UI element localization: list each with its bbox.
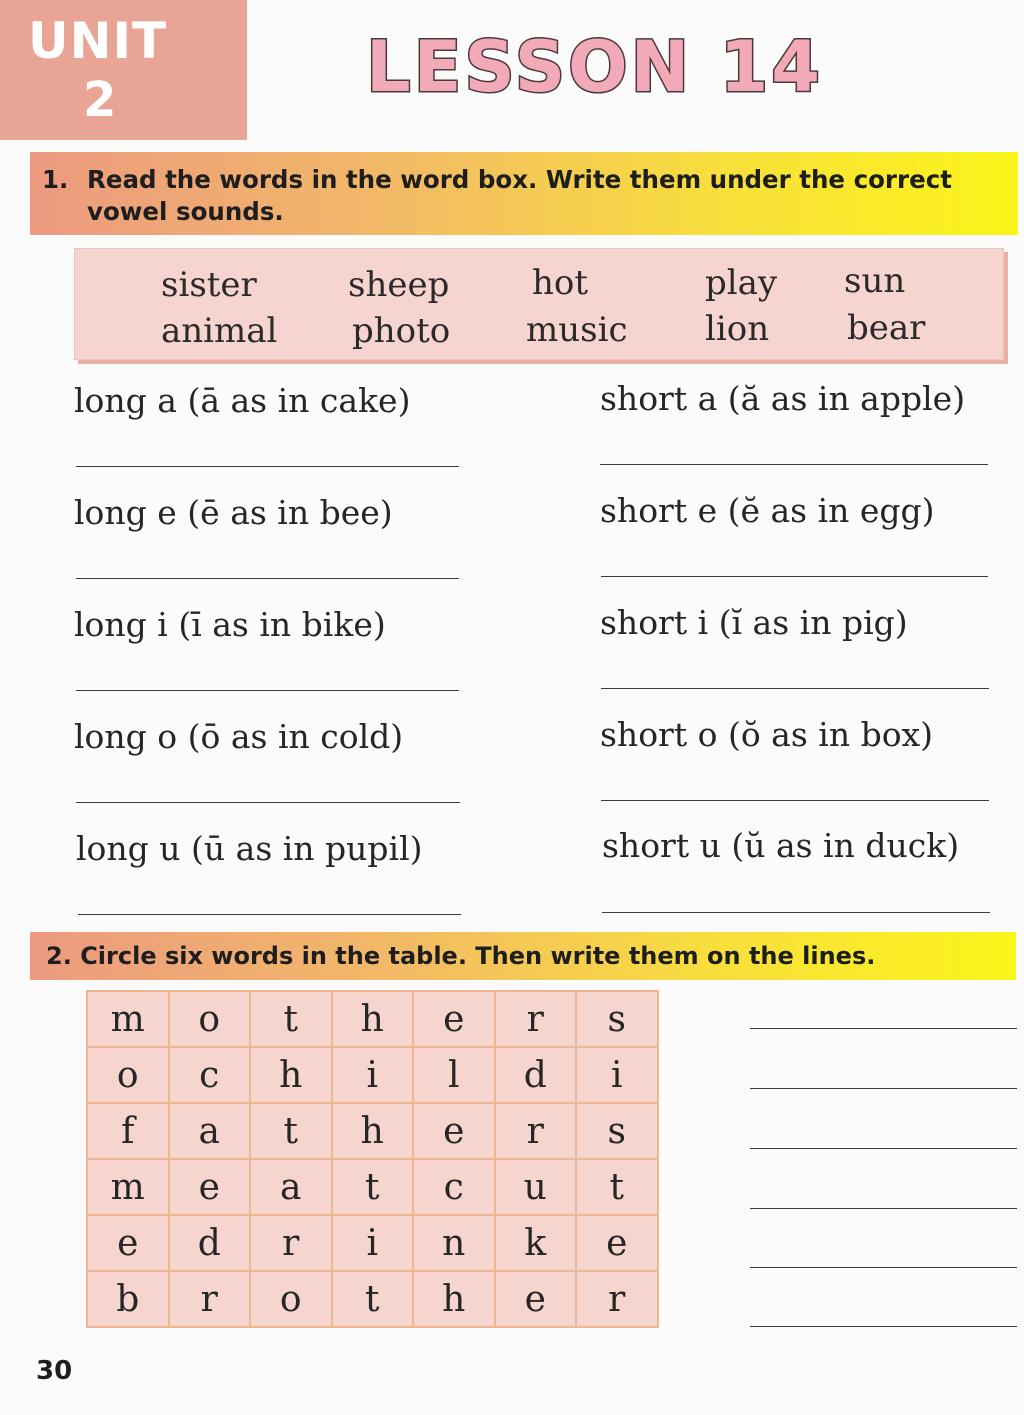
grid-cell[interactable]: e: [413, 991, 495, 1047]
short-u-answer-line[interactable]: [602, 912, 990, 913]
long-a-label: long a (ā as in cake): [74, 381, 411, 420]
grid-cell[interactable]: c: [413, 1159, 495, 1215]
exercise-1-instruction-block: [42, 164, 1002, 228]
long-a-answer-line[interactable]: [76, 466, 459, 467]
grid-cell[interactable]: r: [250, 1215, 332, 1271]
word-box-word: sister: [161, 265, 257, 305]
grid-cell[interactable]: e: [576, 1215, 658, 1271]
long-o-label: long o (ō as in cold): [74, 717, 404, 756]
exercise-2-number: 2.: [46, 942, 72, 970]
short-e-answer-line[interactable]: [601, 576, 988, 577]
word-box-word: play: [705, 263, 778, 303]
exercise-1-number: 1.: [42, 165, 69, 194]
short-i-answer-line[interactable]: [601, 688, 989, 689]
grid-cell[interactable]: s: [576, 1103, 658, 1159]
grid-cell[interactable]: m: [87, 1159, 169, 1215]
grid-cell[interactable]: h: [250, 1047, 332, 1103]
grid-cell[interactable]: h: [413, 1271, 495, 1327]
page-number: 30: [36, 1356, 73, 1386]
grid-cell[interactable]: e: [169, 1159, 251, 1215]
word-box-word: hot: [532, 263, 589, 303]
word-box-word: photo: [352, 311, 451, 351]
grid-cell[interactable]: e: [413, 1103, 495, 1159]
grid-cell[interactable]: c: [169, 1047, 251, 1103]
word-answer-line-5[interactable]: [750, 1267, 1017, 1268]
word-box-word: sun: [844, 261, 906, 301]
grid-cell[interactable]: a: [169, 1103, 251, 1159]
grid-cell[interactable]: m: [87, 991, 169, 1047]
exercise-1-banner: [30, 152, 1018, 235]
word-answer-line-6[interactable]: [750, 1326, 1017, 1327]
word-answer-line-3[interactable]: [750, 1148, 1017, 1149]
grid-cell[interactable]: t: [332, 1159, 414, 1215]
word-answer-line-2[interactable]: [750, 1088, 1017, 1089]
unit-tab: [0, 0, 247, 140]
word-answer-line-4[interactable]: [750, 1208, 1017, 1209]
grid-cell[interactable]: i: [576, 1047, 658, 1103]
grid-cell[interactable]: h: [332, 991, 414, 1047]
grid-cell[interactable]: h: [332, 1103, 414, 1159]
grid-cell[interactable]: l: [413, 1047, 495, 1103]
grid-cell[interactable]: t: [250, 991, 332, 1047]
grid-row: [87, 991, 658, 1047]
grid-cell[interactable]: t: [250, 1103, 332, 1159]
grid-cell[interactable]: k: [495, 1215, 577, 1271]
grid-cell[interactable]: t: [332, 1271, 414, 1327]
grid-cell[interactable]: s: [576, 991, 658, 1047]
exercise-2-instruction-block: [46, 942, 875, 970]
grid-cell[interactable]: r: [576, 1271, 658, 1327]
unit-label: UNIT: [28, 12, 168, 70]
grid-cell[interactable]: o: [250, 1271, 332, 1327]
word-box-word: sheep: [348, 265, 450, 305]
grid-row: [87, 1159, 658, 1215]
grid-row: [87, 1215, 658, 1271]
grid-cell[interactable]: d: [169, 1215, 251, 1271]
word-answer-line-1[interactable]: [750, 1028, 1017, 1029]
grid-row: [87, 1103, 658, 1159]
short-a-label: short a (ă as in apple): [600, 379, 966, 418]
long-e-answer-line[interactable]: [76, 578, 459, 579]
word-box-word: music: [526, 310, 628, 350]
grid-cell[interactable]: u: [495, 1159, 577, 1215]
lesson-title: LESSON 14: [366, 26, 823, 108]
exercise-2-instruction: Circle six words in the table. Then write them on the lines.: [80, 942, 876, 970]
word-box-word: bear: [847, 308, 926, 348]
grid-cell[interactable]: t: [576, 1159, 658, 1215]
long-u-label: long u (ū as in pupil): [76, 829, 423, 868]
short-o-label: short o (ŏ as in box): [600, 715, 934, 754]
long-o-answer-line[interactable]: [76, 802, 460, 803]
short-u-label: short u (ŭ as in duck): [602, 826, 960, 865]
grid-cell[interactable]: r: [495, 1103, 577, 1159]
exercise-2-banner: [30, 932, 1016, 980]
grid-cell[interactable]: i: [332, 1047, 414, 1103]
grid-cell[interactable]: a: [250, 1159, 332, 1215]
long-u-answer-line[interactable]: [78, 914, 461, 915]
grid-cell[interactable]: f: [87, 1103, 169, 1159]
exercise-1-instruction: Read the words in the word box. Write them under the correct vowel sounds.: [87, 165, 952, 226]
grid-cell[interactable]: r: [169, 1271, 251, 1327]
word-box-word: animal: [161, 311, 278, 351]
grid-cell[interactable]: i: [332, 1215, 414, 1271]
unit-number: 2: [83, 72, 117, 128]
grid-cell[interactable]: e: [495, 1271, 577, 1327]
word-search-grid: [86, 990, 659, 1328]
short-a-answer-line[interactable]: [600, 464, 988, 465]
word-box: [74, 248, 1004, 360]
short-i-label: short i (ĭ as in pig): [600, 603, 908, 642]
grid-cell[interactable]: n: [413, 1215, 495, 1271]
long-e-label: long e (ē as in bee): [74, 493, 393, 532]
long-i-answer-line[interactable]: [76, 690, 459, 691]
long-i-label: long i (ī as in bike): [74, 605, 386, 644]
word-box-word: lion: [705, 309, 770, 349]
grid-cell[interactable]: b: [87, 1271, 169, 1327]
grid-cell[interactable]: e: [87, 1215, 169, 1271]
grid-row: [87, 1047, 658, 1103]
grid-row: [87, 1271, 658, 1327]
grid-cell[interactable]: o: [87, 1047, 169, 1103]
grid-cell[interactable]: d: [495, 1047, 577, 1103]
short-o-answer-line[interactable]: [601, 800, 989, 801]
grid-cell[interactable]: o: [169, 991, 251, 1047]
short-e-label: short e (ĕ as in egg): [600, 491, 935, 530]
grid-cell[interactable]: r: [495, 991, 577, 1047]
